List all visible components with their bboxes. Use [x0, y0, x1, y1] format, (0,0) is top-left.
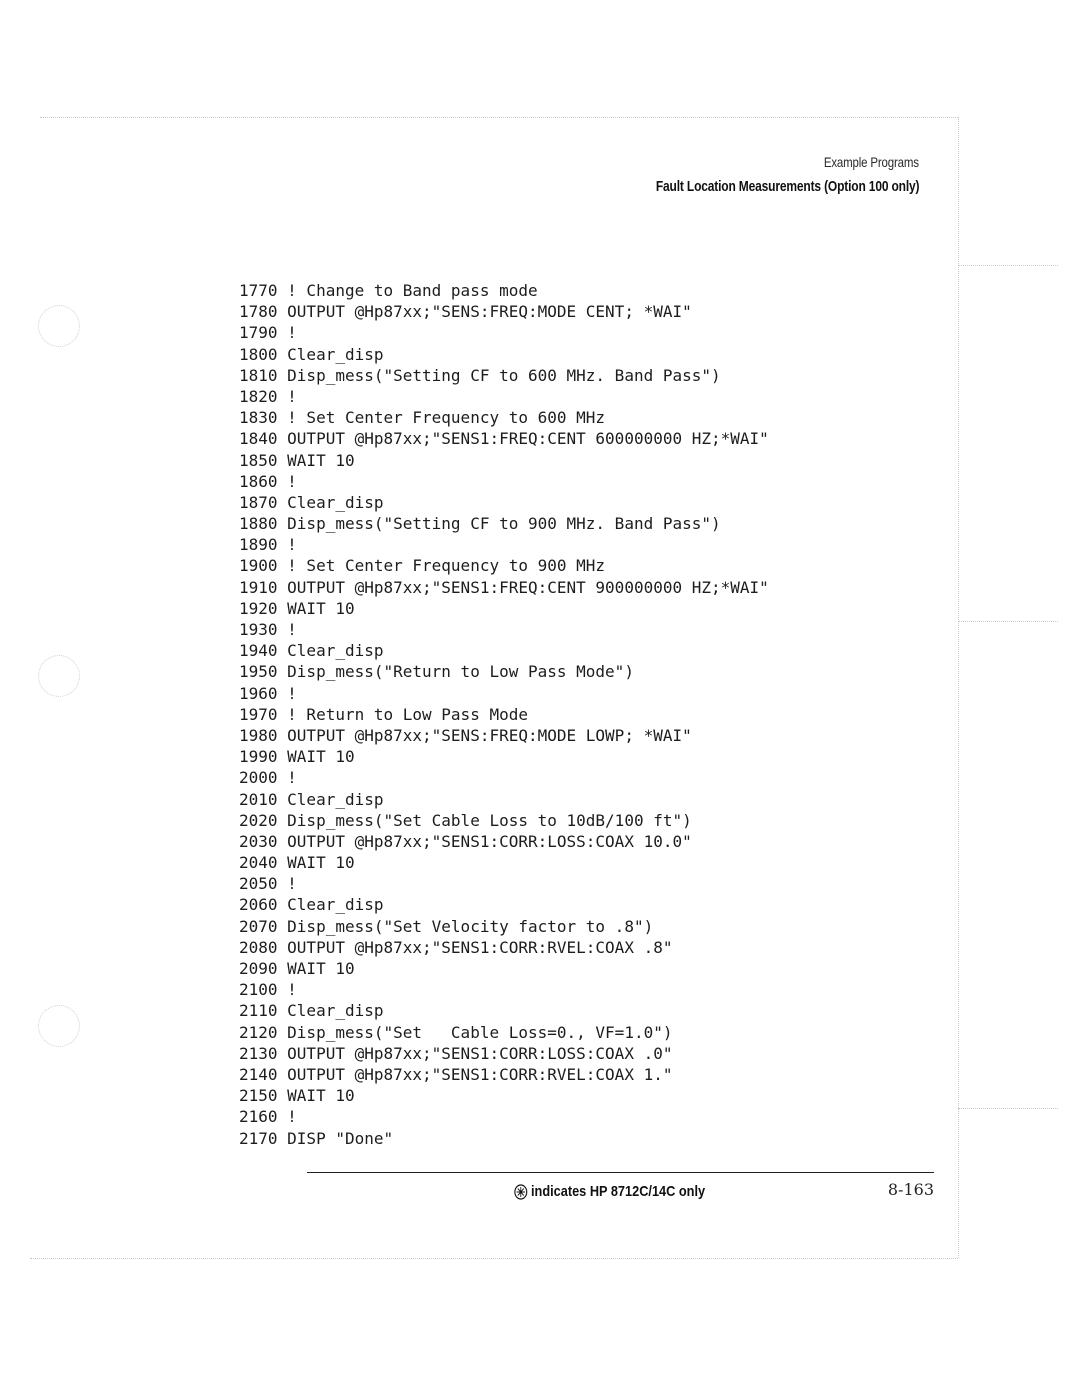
hp-instrument-icon: [514, 1184, 528, 1200]
scan-edge-right-tick-3: [958, 1108, 1058, 1109]
scan-edge-bottom: [30, 1258, 958, 1259]
code-line: 1970 ! Return to Low Pass Mode: [239, 704, 528, 724]
running-header-section: Example Programs: [824, 154, 919, 170]
scan-edge-right-tick-2: [958, 621, 1058, 622]
code-line: 1880 Disp_mess("Setting CF to 900 MHz. Band Pass"): [239, 514, 721, 534]
code-line: 2030 OUTPUT @Hp87xx;"SENS1:CORR:LOSS:COAX 10.0": [239, 831, 692, 851]
code-line: 1960 !: [239, 683, 297, 703]
code-line: 1860 !: [239, 471, 297, 491]
code-line: 1790 !: [239, 323, 297, 343]
code-line: 2170 DISP "Done": [239, 1128, 394, 1148]
code-line: 1940 Clear_disp: [239, 641, 384, 661]
page-number: 8-163: [887, 1180, 934, 1199]
scan-edge-top: [40, 117, 958, 118]
code-line: 2100 !: [239, 980, 297, 1000]
code-line: 1770 ! Change to Band pass mode: [239, 281, 538, 300]
code-line: 1780 OUTPUT @Hp87xx;"SENS:FREQ:MODE CENT; *WAI": [239, 302, 692, 322]
scan-edge-right-tick-1: [958, 265, 1058, 266]
code-line: 2020 Disp_mess("Set Cable Loss to 10dB/100 ft"): [239, 810, 692, 830]
code-line: 1890 !: [239, 535, 297, 555]
running-header-title: Fault Location Measurements (Option 100 only): [655, 178, 919, 195]
code-line: 2010 Clear_disp: [239, 789, 384, 809]
code-line: 1910 OUTPUT @Hp87xx;"SENS1:FREQ:CENT 900000000 HZ;*WAI": [239, 577, 769, 597]
code-listing: [239, 280, 769, 1149]
code-line: 1870 Clear_disp: [239, 492, 384, 512]
code-line: 2000 !: [239, 768, 297, 788]
code-line: 2120 Disp_mess("Set Cable Loss=0., VF=1.0"): [239, 1022, 673, 1042]
code-line: 1980 OUTPUT @Hp87xx;"SENS:FREQ:MODE LOWP; *WAI": [239, 725, 692, 745]
code-line: 2050 !: [239, 874, 297, 894]
punch-hole-middle: [38, 655, 80, 697]
code-line: 2160 !: [239, 1107, 297, 1127]
code-line: 2080 OUTPUT @Hp87xx;"SENS1:CORR:RVEL:COAX .8": [239, 937, 673, 957]
code-line: 1990 WAIT 10: [239, 747, 355, 767]
code-line: 2140 OUTPUT @Hp87xx;"SENS1:CORR:RVEL:COAX 1.": [239, 1064, 673, 1084]
scan-edge-right: [958, 117, 959, 1258]
code-line: 2110 Clear_disp: [239, 1001, 384, 1021]
footer-note: [514, 1183, 705, 1200]
code-line: 1950 Disp_mess("Return to Low Pass Mode"): [239, 662, 634, 682]
code-line: 1820 !: [239, 386, 297, 406]
code-line: 2070 Disp_mess("Set Velocity factor to .8"): [239, 916, 654, 936]
code-line: 1920 WAIT 10: [239, 598, 355, 618]
code-line: 2130 OUTPUT @Hp87xx;"SENS1:CORR:LOSS:COAX .0": [239, 1043, 673, 1063]
code-line: 1830 ! Set Center Frequency to 600 MHz: [239, 408, 606, 428]
code-line: 1850 WAIT 10: [239, 450, 355, 470]
code-line: 1900 ! Set Center Frequency to 900 MHz: [239, 556, 606, 576]
punch-hole-top: [38, 305, 80, 347]
footer-note-text: indicates HP 8712C/14C only: [531, 1183, 706, 1200]
punch-hole-bottom: [38, 1005, 80, 1047]
code-line: 2060 Clear_disp: [239, 895, 384, 915]
code-line: 1800 Clear_disp: [239, 344, 384, 364]
code-line: 2040 WAIT 10: [239, 853, 355, 873]
code-line: 1810 Disp_mess("Setting CF to 600 MHz. Band Pass"): [239, 365, 721, 385]
code-line: 2150 WAIT 10: [239, 1086, 355, 1106]
code-line: 2090 WAIT 10: [239, 959, 355, 978]
code-line: 1930 !: [239, 620, 297, 639]
footer-rule: [307, 1172, 934, 1173]
code-line: 1840 OUTPUT @Hp87xx;"SENS1:FREQ:CENT 600000000 HZ;*WAI": [239, 429, 769, 449]
